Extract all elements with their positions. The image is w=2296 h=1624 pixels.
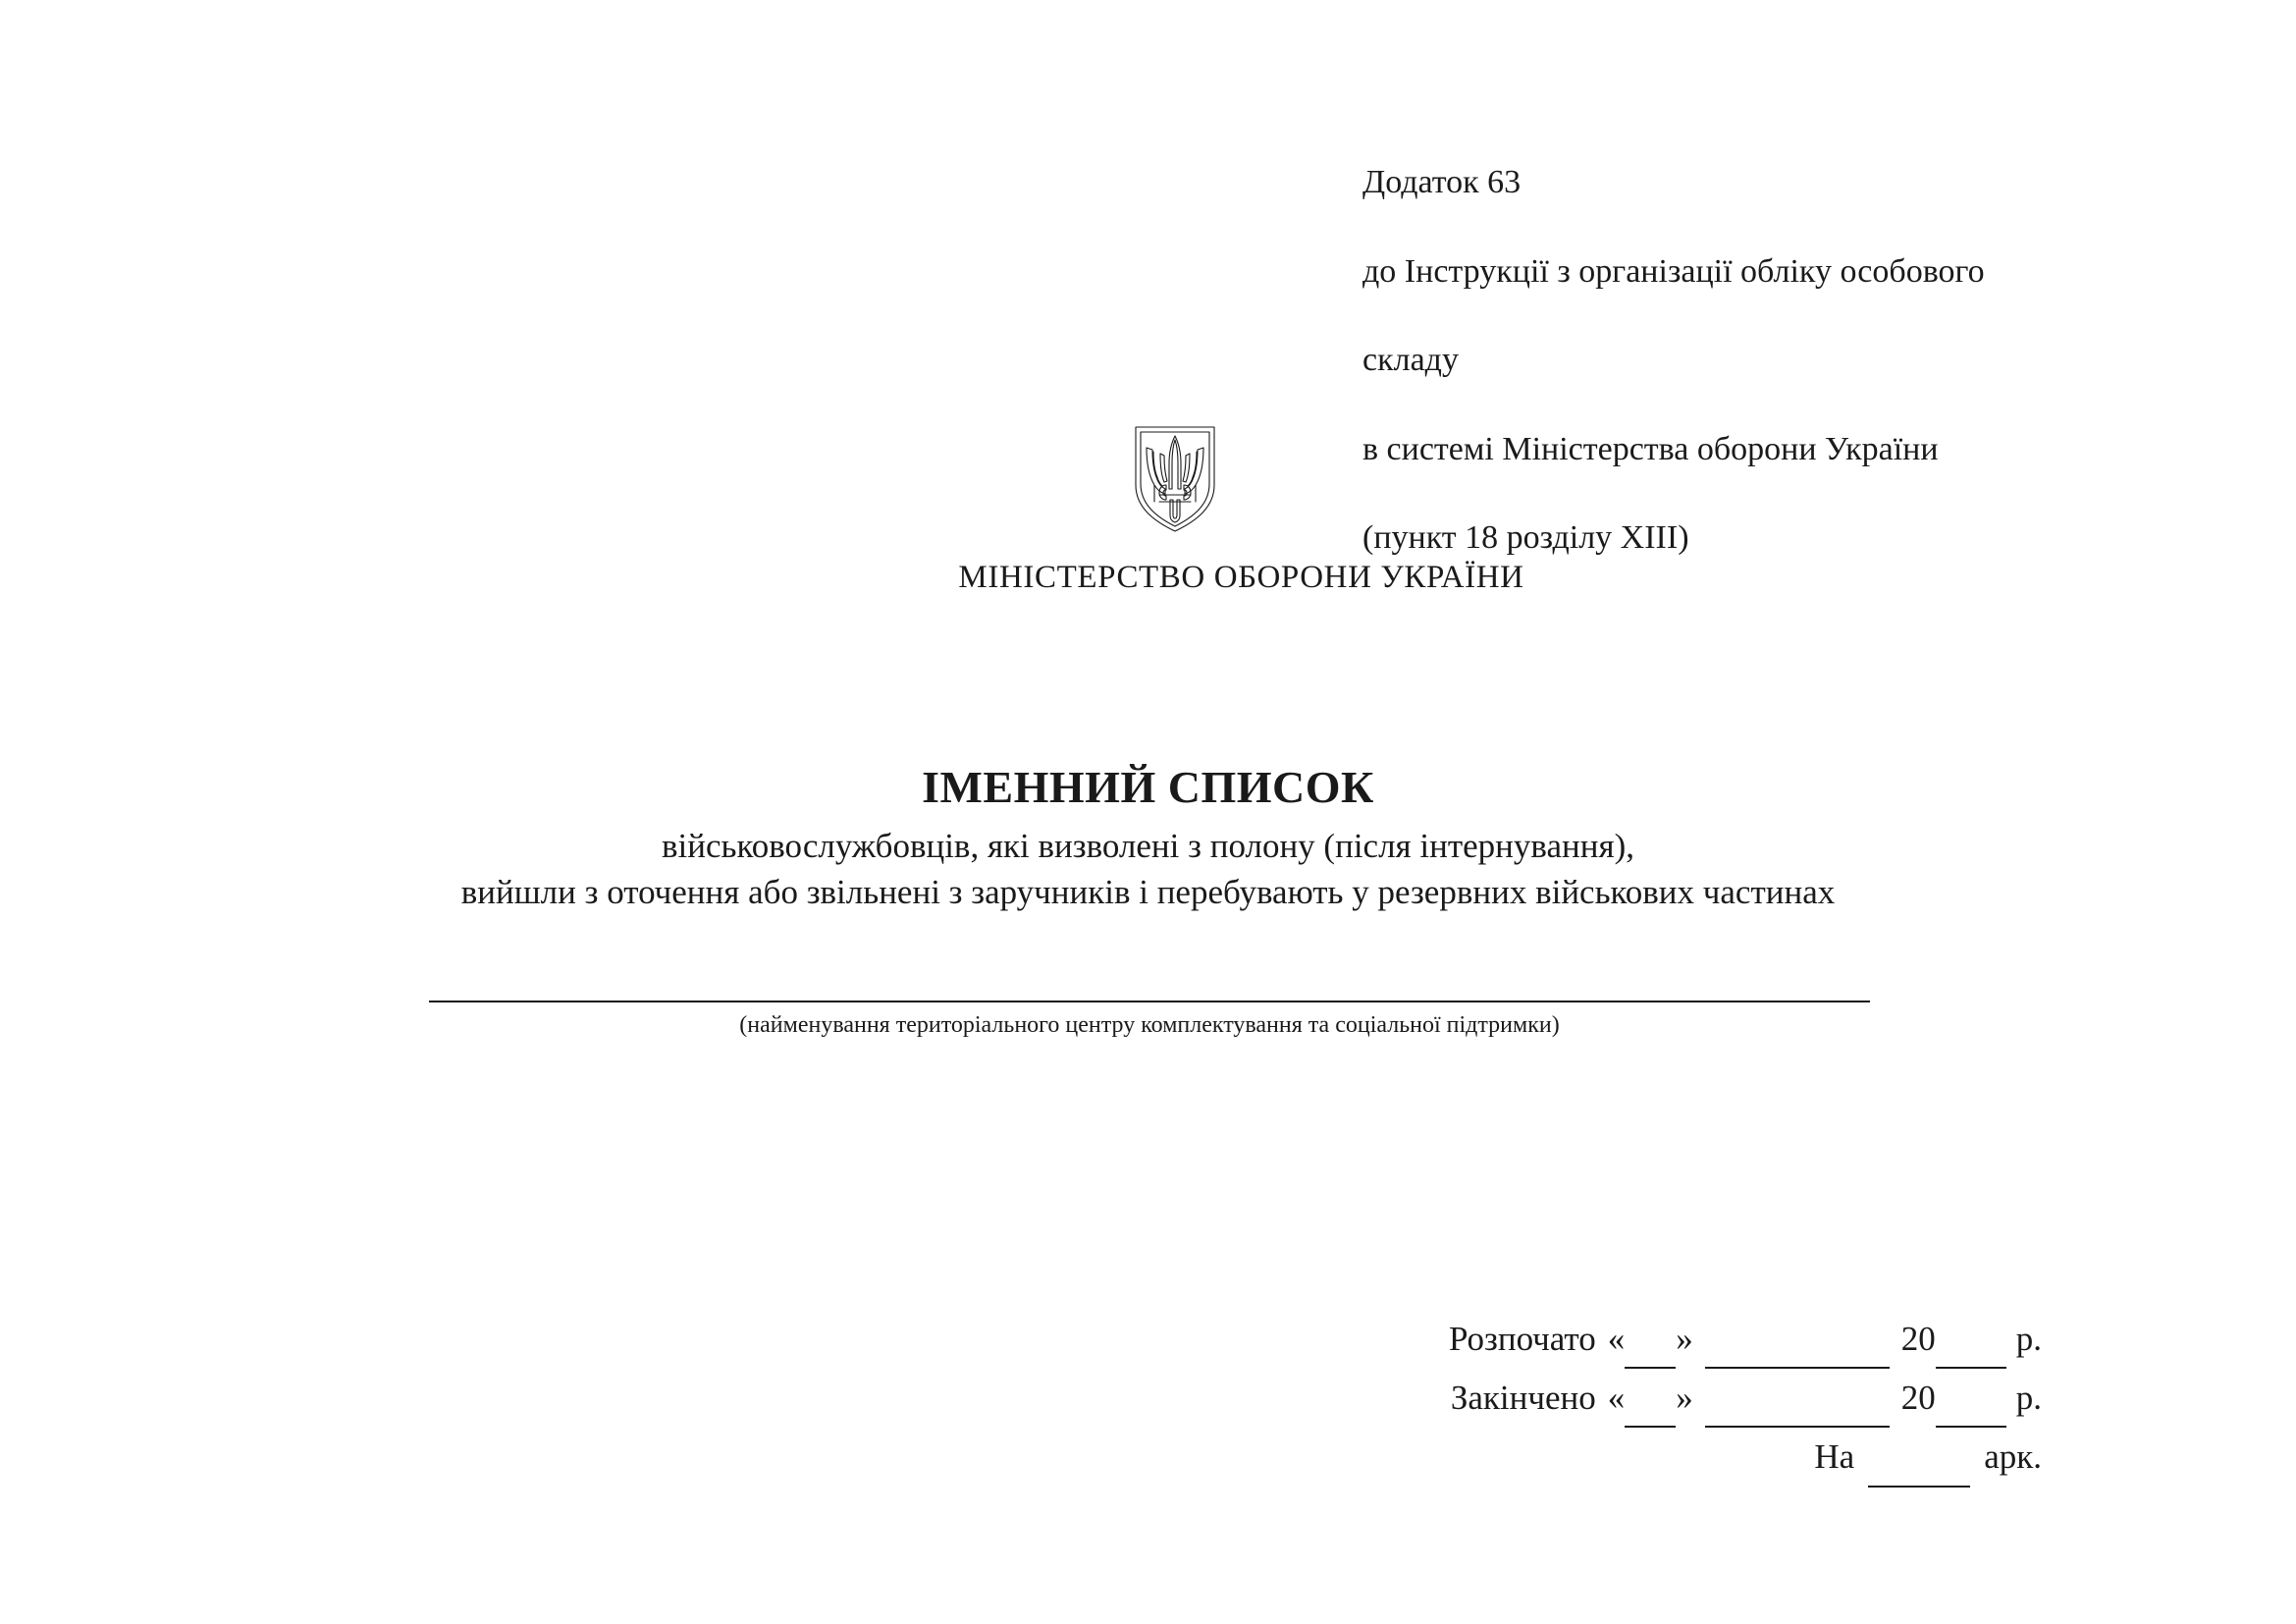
- finished-date-line: [1276, 1369, 2042, 1428]
- started-year-blank[interactable]: [1936, 1334, 2006, 1369]
- appendix-number: Додаток 63: [1362, 164, 1522, 201]
- started-quote-open: «: [1607, 1320, 1626, 1358]
- appendix-instruction-line-1: до Інструкції з організації обліку особового: [1362, 252, 1985, 290]
- organization-name-rule[interactable]: [429, 1001, 1870, 1002]
- page-subtitle-line-1: військовослужбовців, які визволені з полону (після інтернування),: [662, 827, 1634, 865]
- finished-quote-close: »: [1676, 1379, 1693, 1418]
- appendix-reference-block: [1362, 116, 2069, 604]
- finished-month-blank[interactable]: [1705, 1393, 1890, 1428]
- appendix-instruction-line-3: в системі Міністерства оборони України: [1362, 430, 1939, 467]
- started-label: Розпочато: [1448, 1320, 1596, 1358]
- finished-quote-open: «: [1607, 1379, 1626, 1418]
- finished-year-blank[interactable]: [1936, 1393, 2006, 1428]
- page-subtitle-line-2: вийшли з оточення або звільнені з заручників і перебувають у резервних військових частинах: [460, 873, 1836, 912]
- started-quote-close: »: [1676, 1320, 1693, 1358]
- finished-year-suffix: р.: [2015, 1379, 2042, 1418]
- footer-fill-in-block: [1276, 1310, 2042, 1488]
- sheet-count-unit: арк.: [1984, 1437, 2042, 1477]
- appendix-instruction-line-2: складу: [1362, 342, 1459, 379]
- organization-name-caption: (найменування територіального центру комплектування та соціальної підтримки): [739, 1012, 1560, 1038]
- started-year-prefix: 20: [1900, 1320, 1936, 1358]
- page-title: ІМЕННИЙ СПИСОК: [922, 762, 1374, 812]
- sheet-count-line: [1276, 1428, 2042, 1487]
- page-subtitle: [0, 823, 2296, 916]
- started-date-line: [1276, 1310, 2042, 1369]
- coat-of-arms-icon: [1131, 424, 1219, 534]
- appendix-clause-reference: (пункт 18 розділу XIII): [1362, 518, 1689, 556]
- started-year-suffix: р.: [2015, 1320, 2042, 1358]
- finished-label: Закінчено: [1450, 1379, 1596, 1418]
- finished-year-prefix: 20: [1900, 1379, 1936, 1418]
- started-day-blank[interactable]: [1625, 1334, 1676, 1369]
- ministry-name: МІНІСТЕРСТВО ОБОРОНИ УКРАЇНИ: [958, 560, 1524, 595]
- started-month-blank[interactable]: [1705, 1334, 1890, 1369]
- finished-day-blank[interactable]: [1625, 1393, 1676, 1428]
- sheet-count-blank[interactable]: [1868, 1452, 1970, 1487]
- sheet-count-label: На: [1814, 1437, 1855, 1477]
